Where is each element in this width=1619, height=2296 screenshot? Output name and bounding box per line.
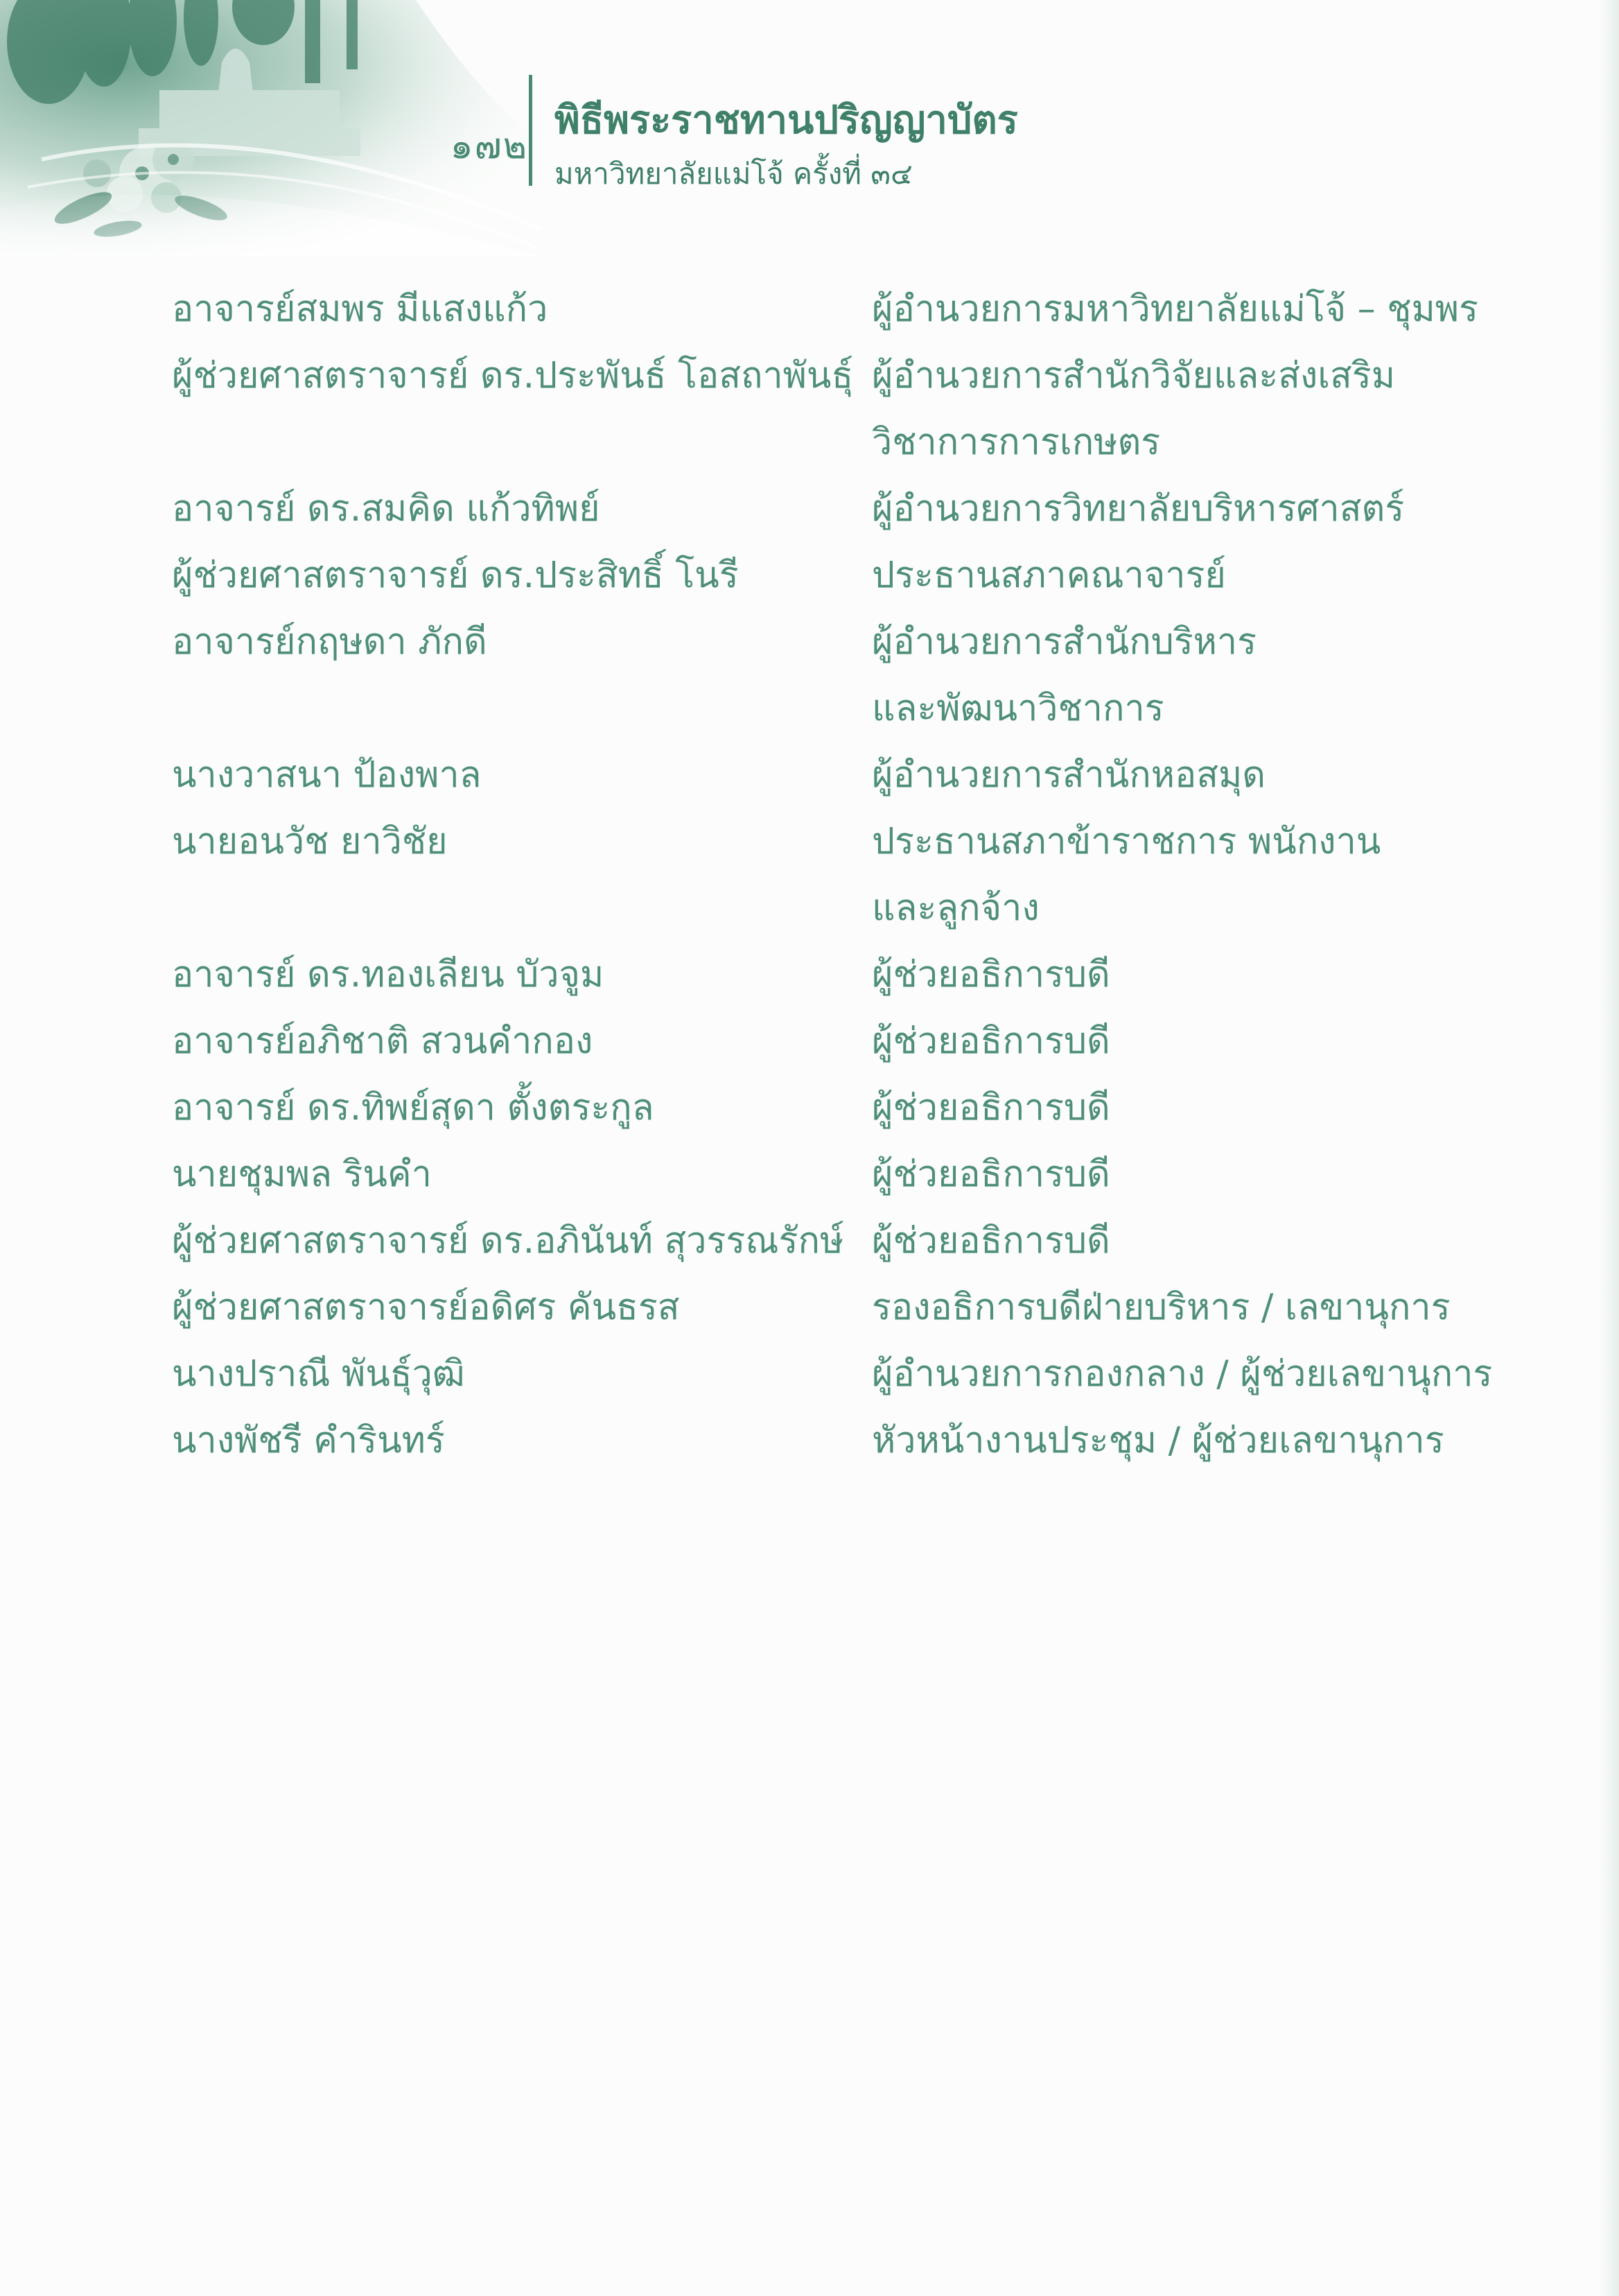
member-position [872, 941, 1593, 1008]
position-line: ผู้ช่วยอธิการบดี [872, 1154, 1110, 1195]
position-line: ผู้อำนวยการสำนักวิจัยและส่งเสริม [872, 355, 1395, 397]
position-line: และพัฒนาวิชาการ [872, 688, 1164, 729]
roster-row [172, 342, 1593, 476]
roster-row [172, 1141, 1593, 1208]
member-position [872, 1141, 1593, 1208]
member-name: นางปราณี พันธุ์วุฒิ [172, 1353, 465, 1395]
roster-row [172, 276, 1593, 342]
member-position [872, 342, 1593, 476]
member-name: ผู้ช่วยศาสตราจารย์ ดร.ประสิทธิ์ โนรี [172, 555, 739, 596]
position-line: หัวหน้างานประชุม / ผู้ช่วยเลขานุการ [872, 1420, 1444, 1461]
member-position [872, 1274, 1593, 1341]
header-divider [529, 75, 532, 186]
member-name: อาจารย์ ดร.ทองเลียน บัวจูม [172, 954, 604, 995]
roster-row [172, 1341, 1593, 1407]
member-position [872, 1407, 1593, 1474]
position-line: ผู้อำนวยการสำนักหอสมุด [872, 754, 1266, 796]
member-name: นางพัชรี คำรินทร์ [172, 1420, 445, 1461]
position-line: ผู้อำนวยการสำนักบริหาร [872, 621, 1257, 663]
page-title: พิธีพระราชทานปริญญาบัตร [554, 97, 1018, 143]
roster-row [172, 1407, 1593, 1474]
member-position [872, 1008, 1593, 1075]
member-name: นายอนวัช ยาวิชัย [172, 821, 448, 862]
member-position [872, 1208, 1593, 1274]
member-name: นางวาสนา ป้องพาล [172, 754, 482, 796]
position-line: ผู้ช่วยอธิการบดี [872, 954, 1110, 995]
member-position [872, 609, 1593, 742]
member-name: ผู้ช่วยศาสตราจารย์ ดร.ประพันธ์ โอสถาพันธุ์ [172, 355, 854, 397]
position-line: ผู้ช่วยอธิการบดี [872, 1220, 1110, 1262]
member-position [872, 1341, 1593, 1407]
member-name: อาจารย์ ดร.ทิพย์สุดา ตั้งตระกูล [172, 1087, 654, 1129]
position-line: ผู้อำนวยการวิทยาลัยบริหารศาสตร์ [872, 488, 1405, 530]
member-name: ผู้ช่วยศาสตราจารย์ ดร.อภินันท์ สุวรรณรักษ์ [172, 1220, 844, 1262]
position-line: รองอธิการบดีฝ่ายบริหาร / เลขานุการ [872, 1287, 1451, 1328]
member-name: อาจารย์ ดร.สมคิด แก้วทิพย์ [172, 488, 600, 530]
position-line: ผู้ช่วยอธิการบดี [872, 1020, 1110, 1062]
member-name: นายชุมพล รินคำ [172, 1154, 432, 1195]
roster-row [172, 941, 1593, 1008]
member-position [872, 742, 1593, 808]
member-position [872, 476, 1593, 542]
position-line: ผู้อำนวยการมหาวิทยาลัยแม่โจ้ – ชุมพร [872, 288, 1478, 330]
position-line: ประธานสภาคณาจารย์ [872, 555, 1226, 596]
member-name: อาจารย์สมพร มีแสงแก้ว [172, 288, 548, 330]
roster-row [172, 742, 1593, 808]
position-line: ประธานสภาข้าราชการ พนักงาน [872, 821, 1381, 862]
position-line: วิชาการการเกษตร [872, 421, 1161, 463]
roster-row [172, 1274, 1593, 1341]
roster-row [172, 808, 1593, 941]
position-line: และลูกจ้าง [872, 887, 1040, 929]
page-edge-shadow [1600, 0, 1619, 2296]
position-line: ผู้อำนวยการกองกลาง / ผู้ช่วยเลขานุการ [872, 1353, 1493, 1395]
position-line: ผู้ช่วยอธิการบดี [872, 1087, 1110, 1129]
roster-row [172, 1008, 1593, 1075]
committee-roster [172, 276, 1593, 1474]
member-name: อาจารย์อภิชาติ สวนคำกอง [172, 1020, 593, 1062]
member-name: อาจารย์กฤษดา ภักดี [172, 621, 487, 663]
member-position [872, 1075, 1593, 1141]
member-name: ผู้ช่วยศาสตราจารย์อดิศร คันธรส [172, 1287, 680, 1328]
page-number: ๑๗๒ [450, 125, 528, 167]
roster-row [172, 542, 1593, 609]
member-position [872, 808, 1593, 941]
roster-row [172, 476, 1593, 542]
page-subtitle: มหาวิทยาลัยแม่โจ้ ครั้งที่ ๓๔ [554, 157, 913, 191]
roster-row [172, 609, 1593, 742]
roster-row [172, 1075, 1593, 1141]
member-position [872, 542, 1593, 609]
member-position [872, 276, 1593, 342]
roster-row [172, 1208, 1593, 1274]
